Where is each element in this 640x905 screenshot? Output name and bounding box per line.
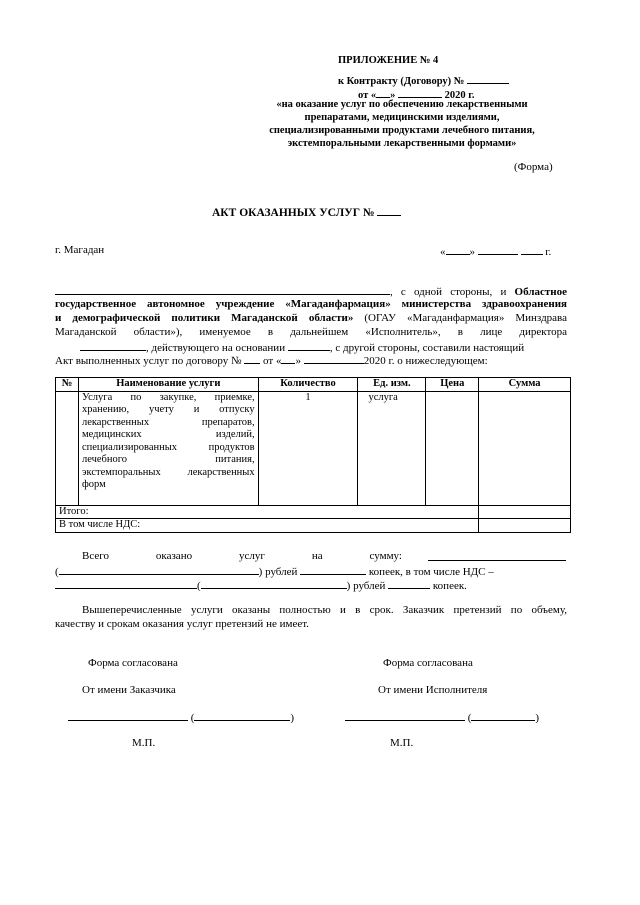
col-price-header: Цена bbox=[426, 378, 479, 392]
service-line: экстемпоральных лекарственных bbox=[81, 466, 255, 478]
col-quantity-header: Количество bbox=[258, 378, 358, 392]
executor-form-agreed: Форма согласована bbox=[383, 657, 473, 669]
total-value bbox=[479, 505, 571, 519]
vat-value bbox=[479, 519, 571, 533]
appendix-title: ПРИЛОЖЕНИЕ № 4 bbox=[338, 55, 439, 66]
services-table bbox=[55, 377, 571, 533]
service-line: хранению, учету и отпуску bbox=[81, 404, 255, 415]
summary-paragraph-2: качеству и срокам оказания услуг претензий не имеет. bbox=[55, 618, 309, 630]
table-row bbox=[56, 391, 571, 505]
executor-party: От имени Исполнителя bbox=[378, 684, 488, 696]
service-line: специализированных продуктов bbox=[81, 441, 255, 453]
row-price-cell bbox=[426, 391, 479, 505]
total-label: Итого: bbox=[56, 505, 479, 519]
table-header-row bbox=[56, 378, 571, 392]
service-line: медицинских изделий, bbox=[81, 429, 255, 440]
executor-stamp: М.П. bbox=[390, 737, 414, 749]
act-date: « » г. bbox=[440, 243, 551, 259]
service-line: форм bbox=[81, 479, 106, 490]
row-sum-cell bbox=[479, 391, 571, 505]
service-line: Услуга по закупке, приемке, bbox=[81, 391, 255, 403]
intro-line-6: Акт выполненных услуг по договору № от « » 2020 г. о нижеследующем: bbox=[55, 352, 488, 368]
intro-line-1: , с одной стороны, и Областное bbox=[55, 283, 567, 299]
vat-label: В том числе НДС: bbox=[56, 519, 479, 533]
customer-signature-line: ( ) bbox=[68, 709, 294, 724]
form-label: (Форма) bbox=[514, 161, 553, 173]
contract-line: к Контракту (Договору) № bbox=[338, 72, 509, 88]
customer-stamp: М.П. bbox=[132, 737, 156, 749]
act-city: г. Магадан bbox=[55, 244, 105, 256]
service-line: лечебного питания, bbox=[81, 454, 255, 465]
contract-date: от « » 2020 г. bbox=[358, 86, 475, 102]
col-unit-header: Ед. изм. bbox=[358, 378, 426, 392]
customer-party: От имени Заказчика bbox=[82, 684, 176, 696]
customer-form-agreed: Форма согласована bbox=[88, 657, 178, 669]
col-service-header: Наименование услуги bbox=[78, 378, 258, 392]
intro-line-4: Магаданской области»), именуемое в дальнейшем «Исполнитель», в лице директора bbox=[55, 326, 567, 338]
service-line: лекарственных препаратов, bbox=[81, 416, 255, 428]
row-number-cell bbox=[56, 391, 79, 505]
intro-line-3: и демографической политики Магаданской области» (ОГАУ «Магаданфармация» Минздрава bbox=[55, 312, 567, 324]
act-title: АКТ ОКАЗАННЫХ УСЛУГ № bbox=[212, 204, 401, 219]
contract-subject: «на оказание услуг по обеспечению лекарственными препаратами, медицинскими изделиями, специализированными продуктами лечебного питания, экстемпоральными лекарственными формами» bbox=[269, 99, 535, 149]
vat-row bbox=[56, 519, 571, 533]
col-sum-header: Сумма bbox=[479, 378, 571, 392]
summary-amount-line bbox=[428, 560, 566, 561]
summary-line-3: ( ) рублей копеек. bbox=[55, 577, 467, 593]
col-number-header: № bbox=[56, 378, 79, 392]
intro-line-2: государственное автономное учреждение «Магаданфармация» министерства здравоохранения bbox=[55, 298, 567, 310]
summary-line-2: ( ) рублей копеек, в том числе НДС – bbox=[55, 563, 567, 579]
total-row bbox=[56, 505, 571, 519]
summary-line-1: Всего оказано услуг на сумму: bbox=[82, 550, 402, 562]
summary-paragraph-1: Вышеперечисленные услуги оказаны полностью и в срок. Заказчик претензий по объему, bbox=[82, 604, 567, 616]
intro-line-5: , действующего на основании , с другой стороны, составили настоящий bbox=[80, 339, 567, 355]
row-unit-cell: услуга bbox=[358, 391, 426, 505]
row-service-cell bbox=[78, 391, 258, 505]
row-quantity-cell: 1 bbox=[258, 391, 358, 505]
executor-signature-line: ( ) bbox=[345, 709, 539, 724]
